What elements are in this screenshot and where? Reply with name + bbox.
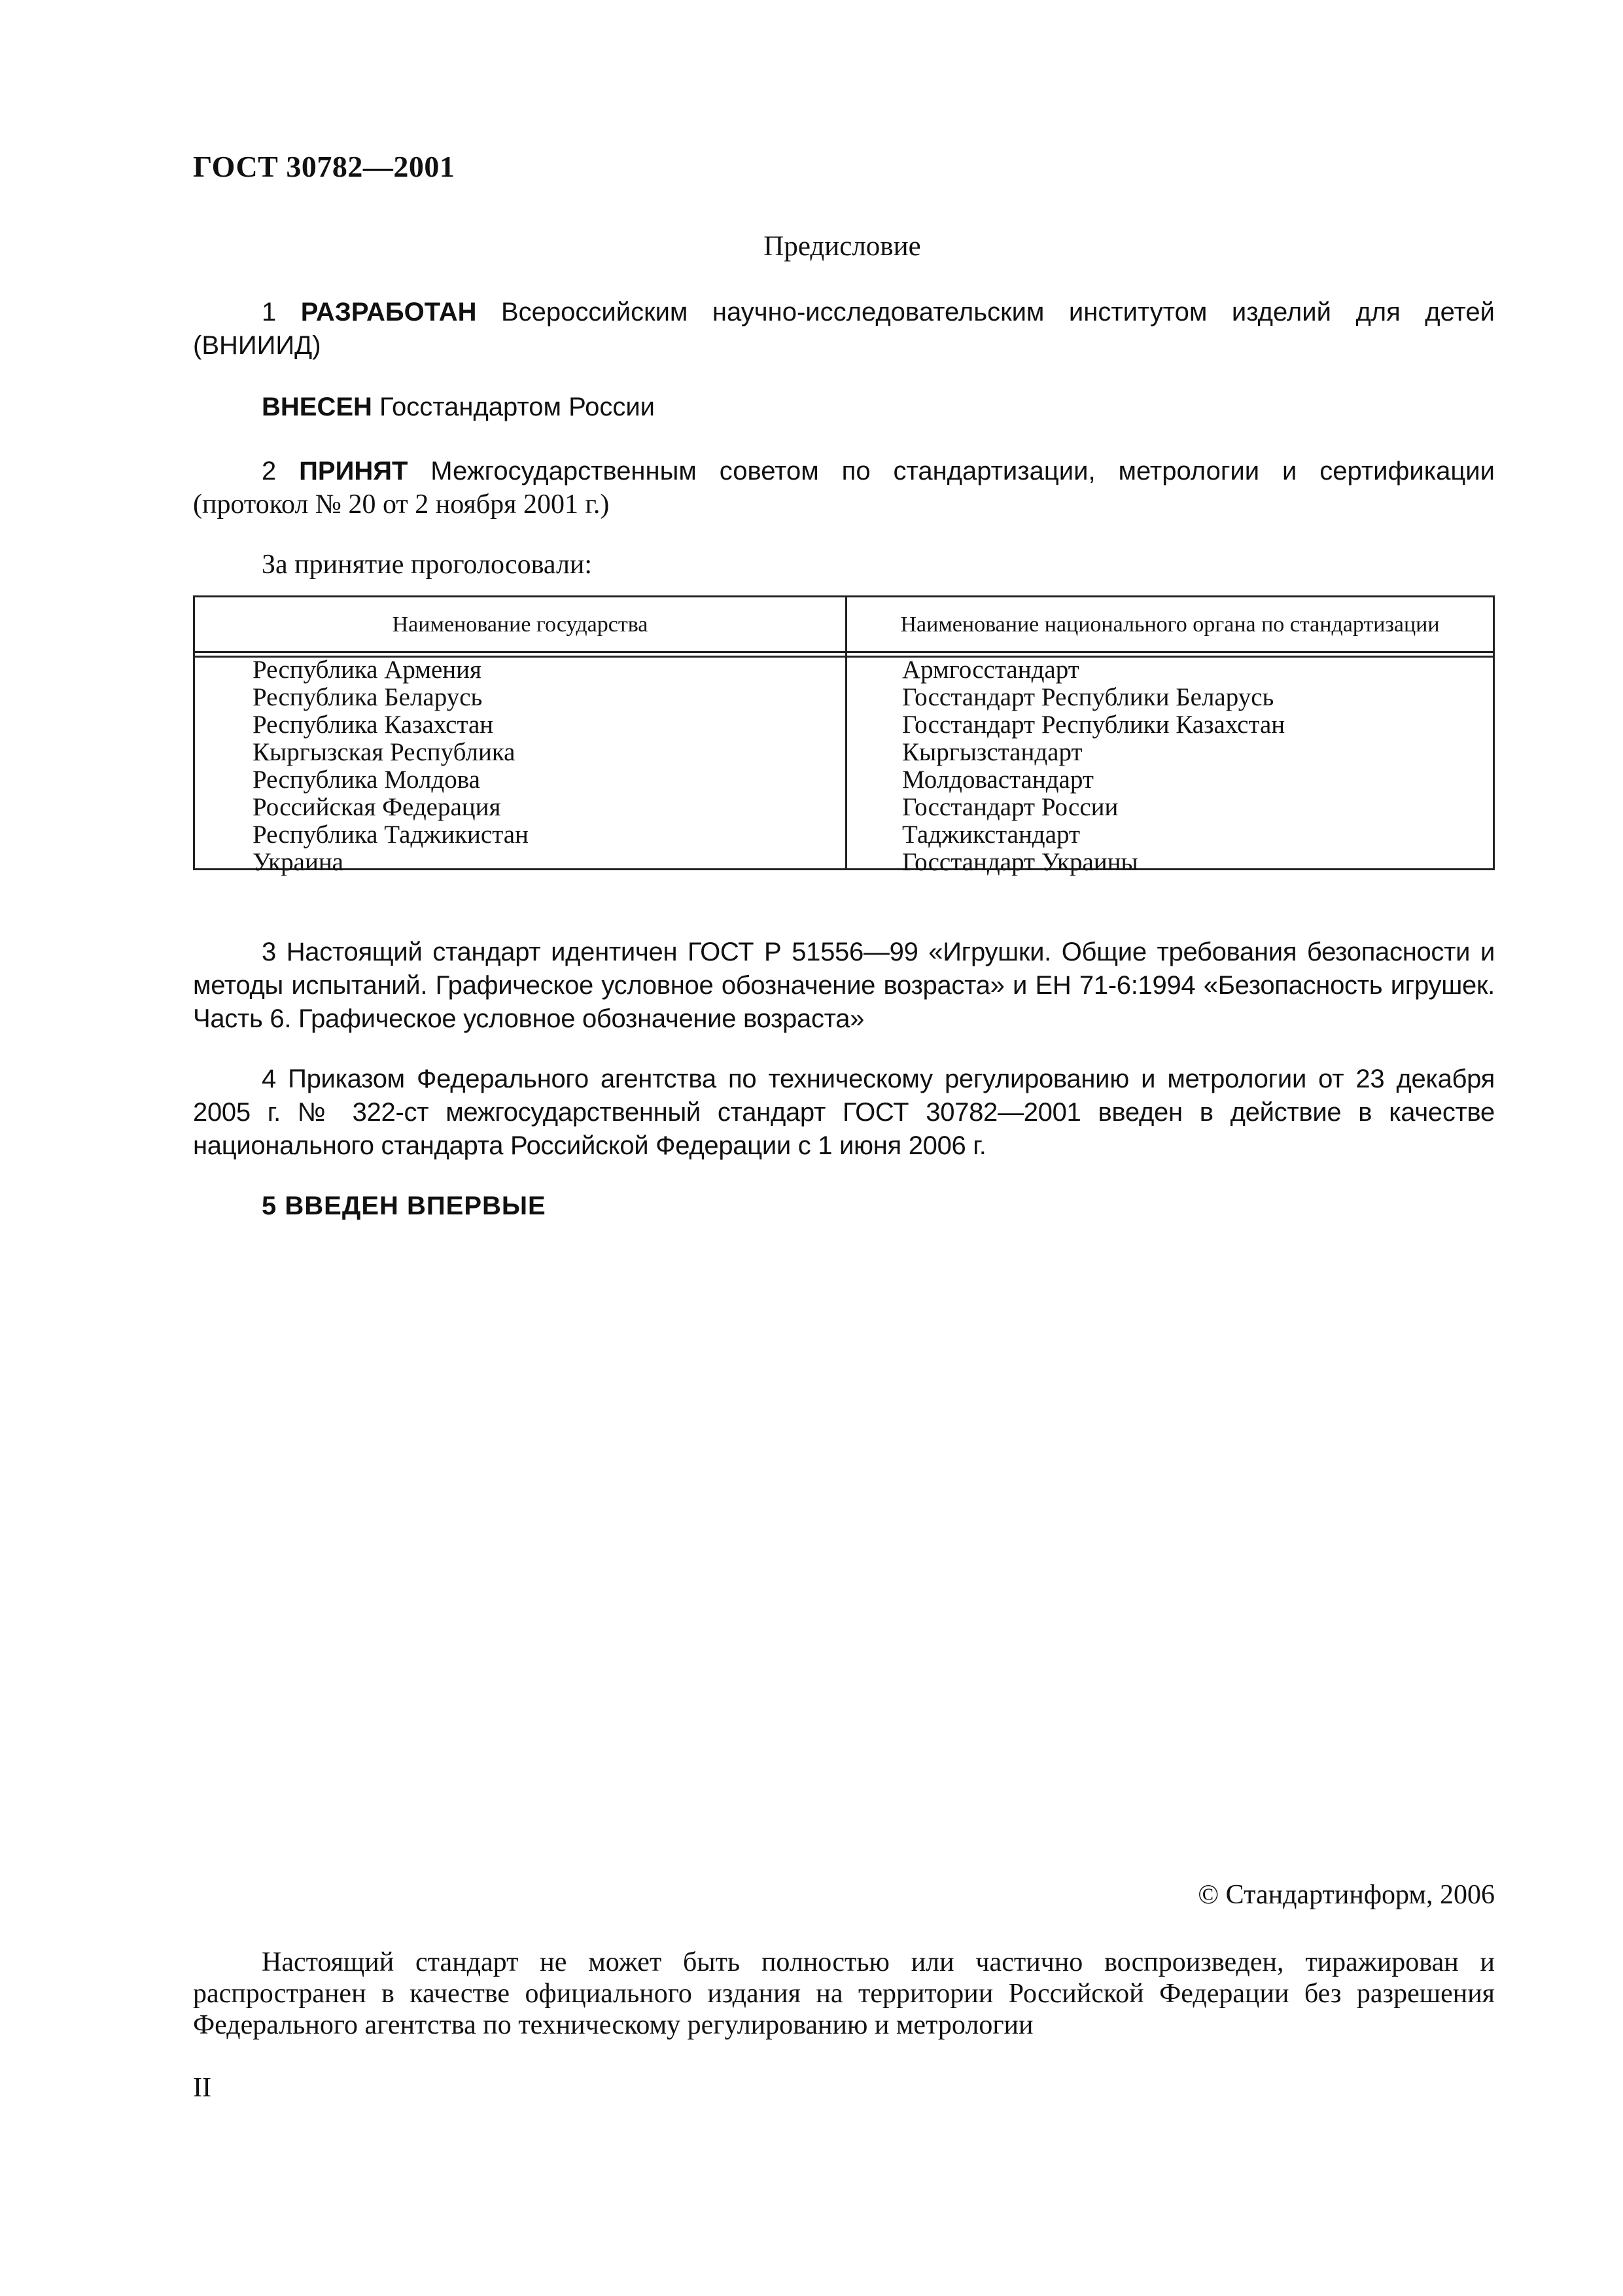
body-item: Кыргызстандарт xyxy=(902,738,1083,766)
body-item: Молдовастандарт xyxy=(902,766,1094,794)
item1-line1 xyxy=(262,296,1495,329)
item2-text: Межгосударственным советом по стандартизации, метрологии и сертификации xyxy=(430,457,1495,486)
item4-paragraph: 4 Приказом Федерального агентства по техническому регулированию и метрологии от 23 декабря 2005 г. № 322-ст межгосударственный стандарт ГОСТ 30782—2001 введен в действие в качестве национального стандарта Российской Федерации с 1 июня 2006 г. xyxy=(193,1065,1495,1160)
table-header-state: Наименование государства xyxy=(392,612,648,637)
body-item: Армгосстандарт xyxy=(902,656,1079,684)
item1-number: 1 xyxy=(262,298,277,327)
item2-line1 xyxy=(262,455,1495,488)
state-item: Республика Беларусь xyxy=(253,683,483,711)
item5-line xyxy=(262,1190,546,1223)
item5-number: 5 xyxy=(262,1192,277,1220)
item5-text: ВВЕДЕН ВПЕРВЫЕ xyxy=(285,1192,546,1220)
table-header-rule xyxy=(195,651,1493,653)
state-item: Республика Армения xyxy=(253,656,481,684)
submitted-bold: ВНЕСЕН xyxy=(262,393,372,421)
submitted-line xyxy=(262,391,655,424)
state-item: Республика Казахстан xyxy=(253,711,494,739)
item2-line2: (протокол № 20 от 2 ноября 2001 г.) xyxy=(193,489,610,520)
state-item: Республика Молдова xyxy=(253,766,480,794)
item2-bold: ПРИНЯТ xyxy=(299,457,408,486)
item3-paragraph: 3 Настоящий стандарт идентичен ГОСТ Р 51556—99 «Игрушки. Общие требования безопасности и методы испытаний. Графическое условное обозначение возраста» и ЕН 71-6:1994 «Безопасность игрушек. Часть 6. Графическое условное обозначение возраста» xyxy=(193,938,1495,1033)
body-list xyxy=(902,656,1285,876)
submitted-text: Госстандартом России xyxy=(379,393,655,421)
item1-line2: (ВНИИИД) xyxy=(193,331,321,360)
state-item: Российская Федерация xyxy=(253,793,501,821)
body-item: Госстандарт Украины xyxy=(902,848,1138,876)
state-item: Кыргызская Республика xyxy=(253,738,515,766)
state-item: Республика Таджикистан xyxy=(253,821,529,849)
page-number: II xyxy=(193,2073,211,2103)
voting-table xyxy=(193,595,1495,876)
foreword-title: Предисловие xyxy=(763,231,921,262)
item1-bold: РАЗРАБОТАН xyxy=(300,298,477,327)
voted-label: За принятие проголосовали: xyxy=(262,550,593,580)
document-code: ГОСТ 30782—2001 xyxy=(193,150,455,183)
body-item: Госстандарт России xyxy=(902,793,1119,821)
state-item: Украина xyxy=(253,848,343,876)
copyright-notice: © Стандартинформ, 2006 xyxy=(1198,1880,1495,1910)
body-item: Госстандарт Республики Беларусь xyxy=(902,683,1274,711)
body-item: Госстандарт Республики Казахстан xyxy=(902,711,1285,739)
item2-number: 2 xyxy=(262,457,277,486)
table-header-body: Наименование национального органа по стандартизации xyxy=(900,612,1440,637)
reproduction-notice: Настоящий стандарт не может быть полностью или частично воспроизведен, тиражирован и распространен в качестве официального издания на территории Российской Федерации без разрешения Федерального агентства по техническому регулированию и метрологии xyxy=(193,1947,1495,2040)
body-item: Таджикстандарт xyxy=(902,821,1080,849)
item1-text: Всероссийским научно-исследовательским институтом изделий для детей xyxy=(500,298,1495,327)
state-list xyxy=(253,656,529,876)
